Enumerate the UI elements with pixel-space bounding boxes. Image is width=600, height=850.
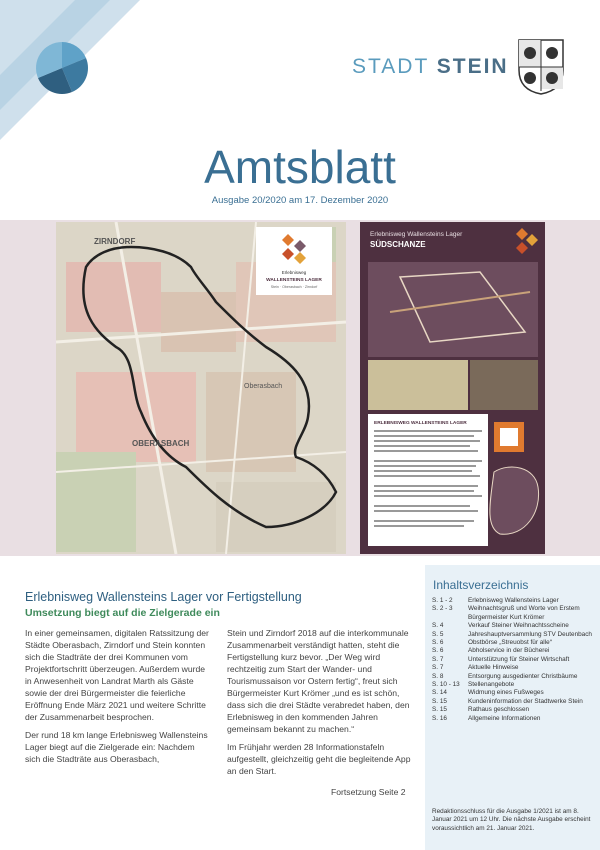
toc-item bbox=[432, 715, 596, 723]
toc-item bbox=[432, 605, 596, 622]
toc-text: Entsorgung ausgedienter Christbäume bbox=[468, 672, 578, 680]
toc-page: S. 4 bbox=[432, 622, 444, 630]
toc-item bbox=[432, 631, 596, 639]
toc-title: Inhaltsverzeichnis bbox=[433, 578, 529, 592]
article-subtitle: Umsetzung biegt auf die Zielgerade ein bbox=[25, 607, 220, 619]
city-name: STADT STEIN bbox=[352, 55, 509, 78]
masthead-title: Amtsblatt bbox=[204, 141, 396, 193]
map-label-oberasbach-small: Oberasbach bbox=[244, 383, 283, 390]
trail-logo-line2: WALLENSTEINS LAGER bbox=[266, 278, 322, 283]
article-paragraph: Stein und Zirndorf 2018 auf die interkommunale Zusammenarbeit verständigt hatten, steht die Fertigstellung kurz bevor. „Der Weg wird rechtzeitig zum Start der Wander- und Tourismussaison vor Ostern fertig“, freut sich Bürgermeister Kurt Krömer „und es ist schön, dass sich die drei Städte verabredet haben, den Erlebnisweg in den kommenden Jahren gemeinsam bekannt zu machen.“ bbox=[227, 628, 410, 734]
toc-item bbox=[432, 647, 596, 655]
toc-page: S. 1 - 2 bbox=[432, 597, 453, 604]
toc-page: S. 6 bbox=[432, 647, 444, 655]
toc-item bbox=[432, 656, 596, 664]
toc-item bbox=[432, 622, 596, 630]
toc-text: Allgemeine Informationen bbox=[468, 714, 541, 722]
toc-text: Widmung eines Fußweges bbox=[468, 689, 544, 697]
toc-text: Stellenangebote bbox=[468, 681, 515, 689]
toc-list bbox=[432, 597, 596, 723]
toc-text: Obstbörse „Streuobst für alle“ bbox=[468, 639, 552, 647]
map-label-oberasbach: OBERASBACH bbox=[132, 439, 190, 448]
trail-logo-line3: Stein · Oberasbach · Zirndorf bbox=[270, 285, 318, 289]
toc-page: S. 16 bbox=[432, 714, 447, 722]
toc-text: Abholservice in der Bücherei bbox=[468, 647, 550, 655]
issue-date: Ausgabe 20/2020 am 17. Dezember 2020 bbox=[211, 195, 389, 206]
toc-page: S. 8 bbox=[432, 672, 444, 680]
toc-page: S. 7 bbox=[432, 664, 444, 672]
article-title: Erlebnisweg Wallensteins Lager vor Fertigstellung bbox=[25, 590, 302, 604]
toc-item bbox=[432, 698, 596, 706]
article-column-1 bbox=[25, 627, 211, 771]
board-title: SÜDSCHANZE bbox=[370, 240, 426, 249]
trail-map bbox=[56, 222, 346, 554]
toc-item bbox=[432, 681, 596, 689]
board-kicker: Erlebnisweg Wallensteins Lager bbox=[370, 231, 463, 238]
toc-text: Jahreshauptversammlung STV Deutenbach bbox=[468, 630, 592, 638]
map-label-zirndorf: ZIRNDORF bbox=[94, 237, 136, 246]
toc-item bbox=[432, 689, 596, 697]
toc-item bbox=[432, 673, 596, 681]
trail-logo bbox=[256, 227, 332, 295]
toc-item bbox=[432, 706, 596, 714]
toc-page: S. 10 - 13 bbox=[432, 681, 460, 689]
article-paragraph: Der rund 18 km lange Erlebnisweg Wallensteins Lager biegt auf die Zielgerade ein: Nachdem sich die Stadträte aus Oberasbach, bbox=[25, 730, 208, 764]
toc-page: S. 7 bbox=[432, 655, 444, 663]
toc-item bbox=[432, 639, 596, 647]
toc-page: S. 6 bbox=[432, 639, 444, 647]
toc-text: Verkauf Steiner Weihnachtsscheine bbox=[468, 622, 569, 630]
toc-text: Weihnachtsgruß und Worte von Erstem Bürgermeister Kurt Krömer bbox=[468, 605, 580, 621]
toc-page: S. 15 bbox=[432, 697, 447, 705]
toc-item bbox=[432, 597, 596, 605]
toc-page: S. 14 bbox=[432, 689, 447, 697]
toc-text: Unterstützung für Steiner Wirtschaft bbox=[468, 655, 570, 663]
continued-note: Fortsetzung Seite 2 bbox=[331, 787, 406, 797]
board-panel-heading: ERLEBNISWEG WALLENSTEINS LAGER bbox=[374, 421, 467, 426]
article-column-2 bbox=[227, 627, 415, 783]
coat-of-arms-icon bbox=[515, 36, 567, 96]
toc-text: Erlebnisweg Wallensteins Lager bbox=[468, 597, 559, 604]
toc-text: Kundeninformation der Stadtwerke Stein bbox=[468, 697, 583, 705]
toc-page: S. 15 bbox=[432, 706, 447, 714]
city-corner-logo bbox=[0, 0, 140, 140]
trail-logo-line1: Erlebnisweg bbox=[281, 270, 307, 275]
toc-item bbox=[432, 664, 596, 672]
deadline-note: Redaktionsschluss für die Ausgabe 1/2021 ist am 8. Januar 2021 um 12 Uhr. Die nächste Ausgabe erscheint voraussichtlich am 21. Januar 2021. bbox=[432, 808, 591, 832]
toc-page: S. 5 bbox=[432, 630, 444, 638]
article-paragraph: In einer gemeinsamen, digitalen Ratssitzung der Städte Oberasbach, Zirndorf und Stein konnten sich die Stadträte der drei Kommunen vom Projektfortschritt überzeugen. Außerdem wurde in Anwesenheit von Landrat Marth als Gäste sowie der drei Bürgermeister die feierliche Eröffnung Ende März 2021 und weitere Schritte der Zusammenarbeit besprochen. bbox=[25, 628, 209, 722]
info-board bbox=[360, 222, 545, 554]
article-paragraph: Im Frühjahr werden 28 Informationstafeln aufgestellt, gleichzeitig geht die begleitende App an den Start. bbox=[227, 742, 411, 776]
toc-text: Rathaus geschlossen bbox=[468, 706, 530, 714]
toc-page: S. 2 - 3 bbox=[432, 605, 453, 613]
toc-text: Aktuelle Hinweise bbox=[468, 664, 519, 672]
